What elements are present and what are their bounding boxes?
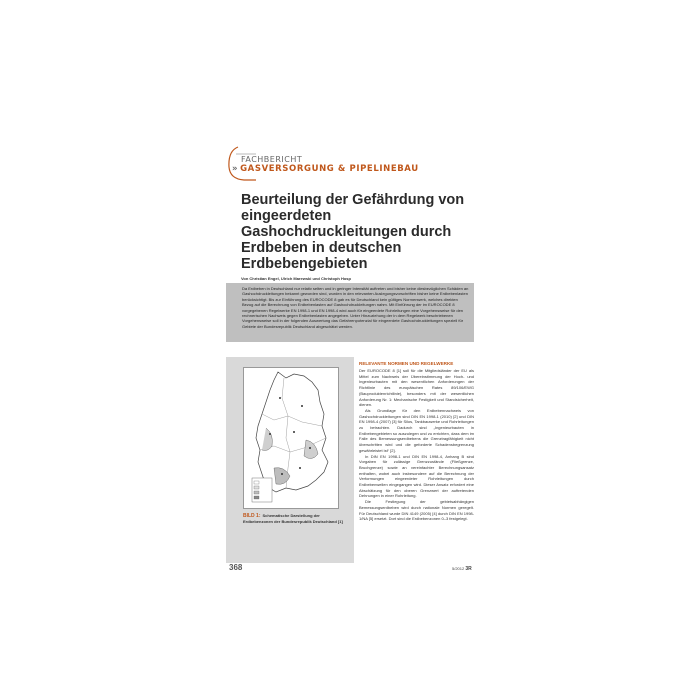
body-paragraph: Der EUROCODE 8 [1] soll für die Mitgliedsländer der EU als Mittel zum Nachweis der Übereinstimmung der Hoch- und Ingenieurbauten mit den wesentlichen Anforderungen der Richtlinie des europäischen Rates 89/106/EWG (Bauproduktenrichtlinie), besonders mit der wesentlichen Anforderung Nr. 1: Mechanische Festigkeit und Standsicherheit, dienen.: [359, 368, 474, 408]
author-byline: Von Christian Engel, Ulrich Marewski und Christoph Hosp: [241, 276, 351, 281]
figure-caption: [243, 513, 343, 524]
brand-logo: 3R: [465, 566, 472, 572]
body-column: [359, 368, 474, 522]
seismic-zone-area: [262, 428, 272, 451]
page-number: 368: [229, 563, 243, 572]
abstract-box: [226, 283, 474, 342]
issue-label: 5/2012: [452, 566, 465, 571]
figure-label: BILD 1:: [243, 513, 261, 519]
abstract-text: Da Erdbeben in Deutschland nur relativ selten und in geringer Intensität auftreten und bisher keine diesbezüglichen Schäden an Gashochdruckleitungen bekannt geworden sind, wurden in den relevanten Auslegungsvorschriften bisher keine Erdbebenlasten berücksichtigt. Bis zur Einführung des EUROCODE 8 gab es für Deutschland kein gültiges Normenwerk, welches direkten Bezug auf die Berechnung von Erdbebenlasten auf Gashochdruckleitungen nahm. Mit Einführung der im EUROCODE 8 vorgegebenen Regelwerke EN 1998-1 und EN 1998-4 wird auch für eingeerdete Rohrleitungen eine Vorgehensweise für den rechnerischen Nachweis gegen Erdbebenlasten angegeben. Unter Hinzuziehung der in dem Regelwerk beschriebenen Vorgehensweise soll in der folgenden Auswertung das Gefahrenpotenzial für eingeerdete Gashochdruckleitungen speziell für Gebiete der Bundesrepublik Deutschland abgeschätzt werden.: [242, 286, 469, 329]
body-paragraph: Die Festlegung der gebietsabhängigen Bemessungserdbeben wird durch nationale Normen geregelt. Für Deutschland wurde DIN 4149 (2005) [4] durch DIN EN 1998-1/NA [5] ersetzt. Dort sind die Erdbebenzonen 0–3 festgelegt.: [359, 499, 474, 522]
chevron-right-icon: »: [232, 164, 239, 174]
figure-caption-text: Schematische Darstellung der Erdbebenzonen der Bundesrepublik Deutschland [1]: [243, 513, 343, 524]
section-heading: RELEVANTE NORMEN UND REGELWERKE: [359, 361, 454, 366]
section-label: [232, 164, 419, 174]
body-paragraph: In DIN EN 1998-1 und DIN EN 1998-4, Anhang B sind Vorgaben für zulässige Grenzzustände (Fließgrenze, Bruchgrenze) sowie an vereinfachter Berechnungsansatz enthalten, wobei auch insbesondere auf die Berechnung der Verformungen eingeerdeter Rohrleitungen durch Erdbebenwellen eingegangen wird. Dieser Ansatz erfordert eine Abschätzung für den oberen Grenzwert der auftretenden Dehnungen in einer Rohrleitung.: [359, 453, 474, 499]
footer: [452, 566, 472, 572]
body-paragraph: Als Grundlage für den Erdbebennachweis von Gashochdruckleitungen sind DIN EN 1998-1 (2010) [2] und DIN EN 1998-4 (2007) [3] für Silos, Tankbauwerke und Rohrleitungen zu betrachten. Dadurch sind „Ingenieurbauten in Erdbebengebieten so auszulegen und zu errichten, dass dem im Falle des Bemessungserdbebens die Grenztragfähigkeit nicht überschritten wird und die geforderte Schadensbegrenzung gewährleistet ist“ [2].: [359, 407, 474, 453]
article-title: Beurteilung der Gefährdung von eingeerdeten Gashochdruckleitungen durch Erdbeben in deutschen Erdbebengebieten: [241, 192, 465, 272]
seismic-zone-map: [243, 367, 339, 509]
section-label-text: GASVERSORGUNG & PIPELINEBAU: [240, 164, 419, 174]
category-label: FACHBERICHT: [241, 155, 303, 164]
